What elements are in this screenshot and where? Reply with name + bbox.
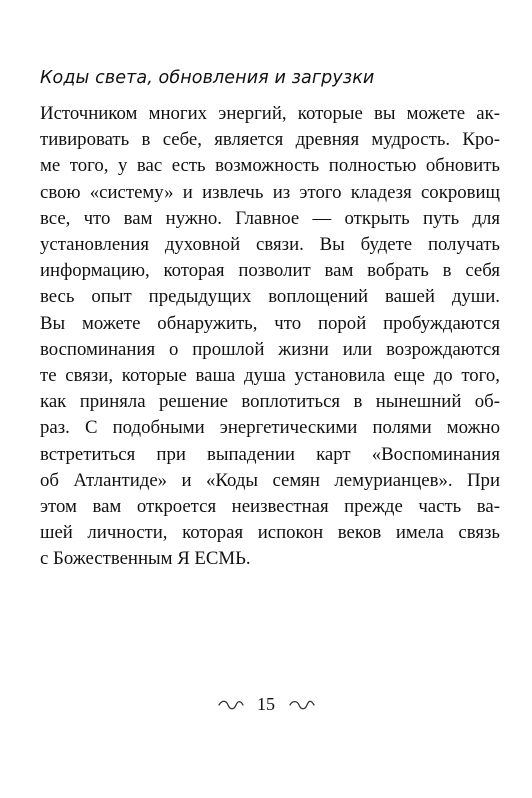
text-line: весь опыт предыдущих воплощений вашей души. <box>40 286 500 308</box>
text-line: шей личности, которая испокон веков имела связь <box>40 522 500 544</box>
text-line: ме того, у вас есть возможность полностью обновить <box>40 155 500 177</box>
text-line: с Божественным Я ЕСМЬ. <box>40 548 251 570</box>
text-line: Вы можете обнаружить, что порой пробуждаются <box>40 312 500 334</box>
page-number: 15 <box>257 694 275 715</box>
swirl-ornament-icon <box>289 700 315 710</box>
text-line: об Атлантиде» и «Коды семян лемурианцев». При <box>40 469 500 491</box>
text-line: свою «систему» и извлечь из этого кладезя сокровищ <box>40 181 500 203</box>
swirl-ornament-icon <box>218 700 244 710</box>
text-line: воспоминания о прошлой жизни или возрождаются <box>40 338 500 360</box>
text-line: все, что вам нужно. Главное — открыть путь для <box>40 207 500 229</box>
page-footer <box>0 693 532 715</box>
text-line: установления духовной связи. Вы будете получать <box>40 234 500 256</box>
text-line: тивировать в себе, является древняя мудрость. Кро- <box>40 129 500 151</box>
text-line: встретиться при выпадении карт «Воспоминания <box>40 443 500 465</box>
text-line: как приняла решение воплотиться в нынешний об- <box>40 391 500 413</box>
section-heading: Коды света, обновления и загрузки <box>40 68 375 88</box>
text-line: Источником многих энергий, которые вы можете ак- <box>40 103 500 124</box>
text-line: этом вам откроется неизвестная прежде часть ва- <box>40 496 500 518</box>
text-line: те связи, которые ваша душа установила еще до того, <box>40 365 500 387</box>
text-line: информацию, которая позволит вам вобрать в себя <box>40 260 500 282</box>
text-line: раз. С подобными энергетическими полями можно <box>40 417 500 439</box>
body-paragraph <box>40 101 500 573</box>
